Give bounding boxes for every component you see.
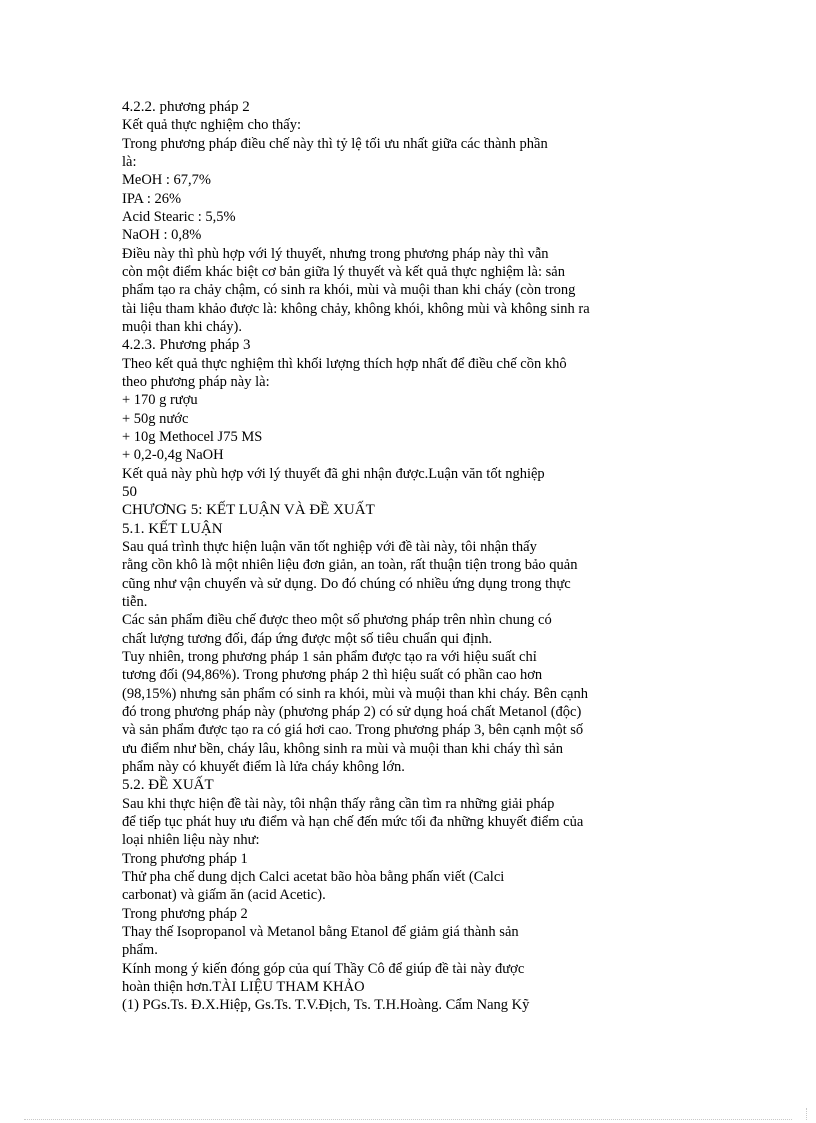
text-line: Kết quả thực nghiệm cho thấy: [122,117,301,133]
text-line: (98,15%) nhưng sản phẩm có sinh ra khói, mùi và muội than khi cháy. Bên cạnh [122,686,588,702]
text-line: MeOH : 67,7% [122,172,212,188]
text-line: Sau khi thực hiện đề tài này, tôi nhận thấy rằng cần tìm ra những giải pháp [122,796,555,812]
text-line: + 170 g rượu [122,392,198,408]
text-line: NaOH : 0,8% [122,227,202,243]
page-bottom-border [24,1119,792,1120]
text-line: Kính mong ý kiến đóng góp của quí Thầy Cô để giúp đề tài này được [122,961,525,977]
section-heading: 5.2. ĐỀ XUẤT [122,777,214,793]
text-line: tương đối (94,86%). Trong phương pháp 2 thì hiệu suất có phần cao hơn [122,667,543,683]
text-line: phẩm này có khuyết điểm là lửa cháy không lớn. [122,759,405,775]
section-heading: 4.2.2. phương pháp 2 [122,99,250,115]
chapter-heading: CHƯƠNG 5: KẾT LUẬN VÀ ĐỀ XUẤT [122,502,375,518]
text-line: chất lượng tương đối, đáp ứng được một số tiêu chuẩn qui định. [122,631,493,647]
text-line: Kết quả này phù hợp với lý thuyết đã ghi nhận được.Luận văn tốt nghiệp [122,466,545,482]
text-line: + 50g nước [122,411,189,427]
text-line: Acid Stearic : 5,5% [122,209,236,225]
page-number: 50 [122,484,137,500]
text-line: Thử pha chế dung dịch Calci acetat bão hòa bằng phấn viết (Calci [122,869,505,885]
text-line: tiễn. [122,594,148,610]
text-line: carbonat) và giấm ăn (acid Acetic). [122,887,326,903]
text-line: IPA : 26% [122,191,182,207]
text-line: còn một điểm khác biệt cơ bản giữa lý thuyết và kết quả thực nghiệm là: sản [122,264,565,280]
text-line: (1) PGs.Ts. Đ.X.Hiệp, Gs.Ts. T.V.Địch, Ts. T.H.Hoàng. Cẩm Nang Kỹ [122,997,530,1013]
text-line: Trong phương pháp 1 [122,851,248,867]
text-line: hoàn thiện hơn.TÀI LIỆU THAM KHẢO [122,979,365,995]
text-line: Sau quá trình thực hiện luận văn tốt nghiệp với đề tài này, tôi nhận thấy [122,539,537,555]
text-line: cũng như vận chuyển và sử dụng. Do đó chúng có nhiều ứng dụng trong thực [122,576,571,592]
section-heading: 5.1. KẾT LUẬN [122,521,223,537]
text-line: theo phương pháp này là: [122,374,270,390]
text-line: rằng cồn khô là một nhiên liệu đơn giản, an toàn, rất thuận tiện trong bảo quản [122,557,578,573]
text-line: là: [122,154,137,170]
text-line: Các sản phẩm điều chế được theo một số phương pháp trên nhìn chung có [122,612,552,628]
text-line: Thay thế Isopropanol và Metanol bằng Etanol để giảm giá thành sản [122,924,519,940]
text-line: phẩm tạo ra chảy chậm, có sinh ra khói, mùi và muội than khi cháy (còn trong [122,282,576,298]
text-line: ưu điểm như bền, cháy lâu, không sinh ra mùi và muội than khi cháy thì sản [122,741,563,757]
text-line: + 0,2-0,4g NaOH [122,447,224,463]
text-line: để tiếp tục phát huy ưu điểm và hạn chế đến mức tối đa những khuyết điểm của [122,814,584,830]
section-heading: 4.2.3. Phương pháp 3 [122,337,251,353]
text-line: Trong phương pháp 2 [122,906,248,922]
page-corner-border [806,1108,816,1120]
text-line: + 10g Methocel J75 MS [122,429,263,445]
text-line: loại nhiên liệu này như: [122,832,260,848]
text-line: Trong phương pháp điều chế này thì tỷ lệ tối ưu nhất giữa các thành phần [122,136,548,152]
text-line: tài liệu tham khảo được là: không chảy, không khói, không mùi và không sinh ra [122,301,590,317]
text-line: đó trong phương pháp này (phương pháp 2) có sử dụng hoá chất Metanol (độc) [122,704,582,720]
text-line: Điều này thì phù hợp với lý thuyết, nhưng trong phương pháp này thì vẫn [122,246,549,262]
text-line: Theo kết quả thực nghiệm thì khối lượng thích hợp nhất để điều chế cồn khô [122,356,567,372]
text-line: và sản phẩm được tạo ra có giá hơi cao. Trong phương pháp 3, bên cạnh một số [122,722,584,738]
text-line: Tuy nhiên, trong phương pháp 1 sản phẩm được tạo ra với hiệu suất chỉ [122,649,537,665]
text-line: phẩm. [122,942,158,958]
text-line: muội than khi cháy). [122,319,243,335]
